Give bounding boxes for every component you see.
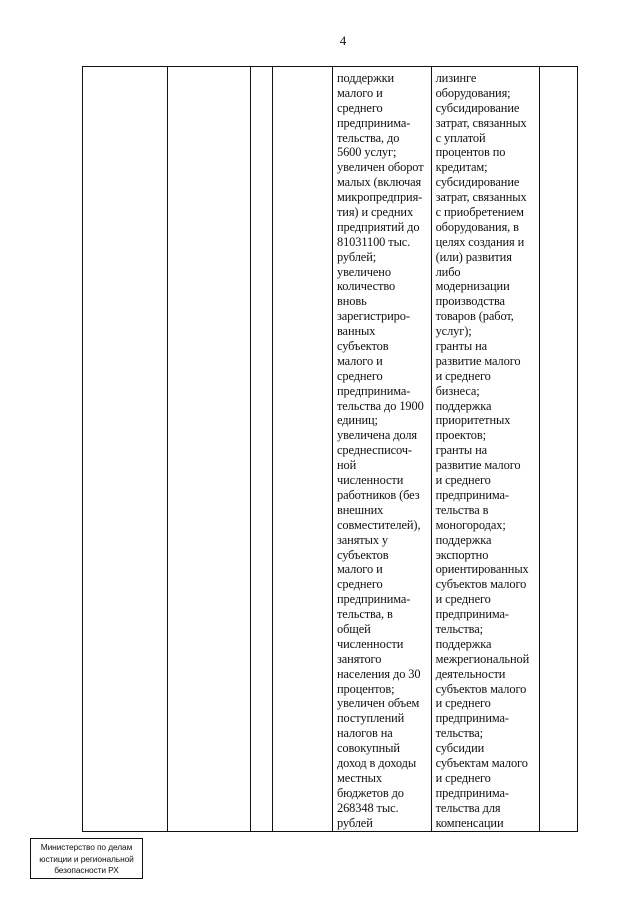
table-cell-3 bbox=[251, 67, 273, 831]
text-line: предпринима- bbox=[336, 592, 411, 607]
table-cell-4 bbox=[273, 67, 333, 831]
text-line: увеличено bbox=[336, 264, 391, 279]
text-line: предпринима- bbox=[336, 383, 411, 398]
text-line: тельства для bbox=[435, 800, 501, 815]
text-line: и среднего bbox=[435, 473, 491, 488]
text-line: населения до 30 bbox=[336, 666, 421, 681]
text-line: и среднего bbox=[435, 770, 491, 785]
text-line: увеличен объем bbox=[336, 696, 420, 711]
text-line: модернизации bbox=[435, 279, 510, 294]
text-line: субъектов bbox=[336, 339, 389, 354]
text-line: услуг); bbox=[435, 324, 472, 339]
text-line: общей bbox=[336, 621, 371, 636]
text-line: гранты на bbox=[435, 339, 488, 354]
table-cell-7 bbox=[540, 67, 577, 831]
document-table bbox=[82, 66, 578, 832]
text-line: тельства до 1900 bbox=[336, 398, 424, 413]
text-line: тия) и средних bbox=[336, 205, 414, 220]
stamp-text-line: Министерство по делам bbox=[40, 842, 133, 852]
text-line: малых (включая bbox=[336, 175, 422, 190]
text-line: предпринима- bbox=[435, 711, 509, 726]
text-line: тельства, в bbox=[336, 607, 393, 622]
text-line: налогов на bbox=[336, 726, 393, 741]
text-line: кредитам; bbox=[435, 160, 488, 175]
text-line: бюджетов до bbox=[336, 785, 404, 800]
text-line: межрегиональной bbox=[435, 651, 530, 666]
text-line: предпринима- bbox=[435, 785, 509, 800]
table-cell-1 bbox=[83, 67, 168, 831]
text-line: целях создания и bbox=[435, 234, 525, 249]
text-line: рублей; bbox=[336, 249, 377, 264]
text-line: приоритетных bbox=[435, 413, 511, 428]
text-line: среднесписоч- bbox=[336, 443, 412, 458]
text-line: внешних bbox=[336, 502, 384, 517]
text-line: занятых у bbox=[336, 532, 389, 547]
text-line: 5600 услуг; bbox=[336, 145, 397, 160]
text-line: субсидирование bbox=[435, 175, 520, 190]
text-line: работников (без bbox=[336, 487, 420, 502]
table-cell-6 bbox=[432, 67, 541, 831]
text-line: и среднего bbox=[435, 368, 491, 383]
text-line: поддержка bbox=[435, 398, 492, 413]
text-line: развитие малого bbox=[435, 353, 521, 368]
text-line: тельства, до bbox=[336, 130, 400, 145]
text-line: либо bbox=[435, 264, 461, 279]
page-number: 4 bbox=[339, 33, 347, 48]
text-line: развитие малого bbox=[435, 458, 521, 473]
text-line: оборудования, в bbox=[435, 219, 519, 234]
text-line: 268348 тыс. bbox=[336, 800, 399, 815]
text-line: затрат, связанных bbox=[435, 115, 527, 130]
text-line: экспортно bbox=[435, 547, 489, 562]
text-line: ной bbox=[336, 458, 357, 473]
text-line: тельства в bbox=[435, 502, 489, 517]
text-line: бизнеса; bbox=[435, 383, 480, 398]
text-line: товаров (работ, bbox=[435, 309, 514, 324]
text-line: количество bbox=[336, 279, 396, 294]
text-line: субъектов bbox=[336, 547, 389, 562]
text-line: тельства; bbox=[435, 726, 483, 741]
text-line: увеличен оборот bbox=[336, 160, 424, 175]
text-line: малого и bbox=[336, 85, 383, 100]
text-line: и среднего bbox=[435, 696, 491, 711]
text-line: с приобретением bbox=[435, 205, 524, 220]
text-line: единиц; bbox=[336, 413, 378, 428]
text-line: субсидирование bbox=[435, 100, 520, 115]
text-line: (или) развития bbox=[435, 249, 512, 264]
registration-stamp bbox=[30, 838, 143, 879]
text-line: ванных bbox=[336, 324, 376, 339]
text-line: и среднего bbox=[435, 592, 491, 607]
text-line: занятого bbox=[336, 651, 382, 666]
text-line: производства bbox=[435, 294, 505, 309]
text-line: малого и bbox=[336, 353, 383, 368]
table-cell-5 bbox=[333, 67, 432, 831]
text-line: вновь bbox=[336, 294, 367, 309]
text-line: численности bbox=[336, 473, 404, 488]
stamp-text-line: юстиции и региональной bbox=[39, 853, 134, 864]
text-line: процентов по bbox=[435, 145, 506, 160]
text-line: совместителей), bbox=[336, 517, 421, 532]
text-line: поддержки bbox=[336, 71, 395, 85]
text-line: численности bbox=[336, 636, 404, 651]
text-line: предприятий до bbox=[336, 219, 420, 234]
text-line: проектов; bbox=[435, 428, 486, 443]
stamp-text-line: безопасности РХ bbox=[54, 865, 119, 875]
text-line: моногородах; bbox=[435, 517, 506, 532]
text-line: рублей bbox=[336, 815, 373, 830]
text-line: лизинге bbox=[435, 71, 477, 85]
text-line: субсидии bbox=[435, 741, 485, 756]
text-line: микропредприя- bbox=[336, 190, 423, 205]
text-line: увеличена доля bbox=[336, 428, 418, 443]
text-line: ориентированных bbox=[435, 562, 529, 577]
text-line: среднего bbox=[336, 368, 383, 383]
text-line: поддержка bbox=[435, 532, 492, 547]
text-line: доход в доходы bbox=[336, 755, 417, 770]
text-line: поддержка bbox=[435, 636, 492, 651]
text-line: субъектам малого bbox=[435, 755, 528, 770]
text-line: с уплатой bbox=[435, 130, 486, 145]
text-line: субъектов малого bbox=[435, 681, 527, 696]
text-line: оборудования; bbox=[435, 85, 511, 100]
text-line: предпринима- bbox=[336, 115, 411, 130]
text-line: гранты на bbox=[435, 443, 488, 458]
text-line: процентов; bbox=[336, 681, 395, 696]
text-line: местных bbox=[336, 770, 382, 785]
text-line: поступлений bbox=[336, 711, 405, 726]
text-line: предпринима- bbox=[435, 607, 509, 622]
text-line: зарегистриро- bbox=[336, 309, 410, 324]
text-line: среднего bbox=[336, 100, 383, 115]
text-line: субъектов малого bbox=[435, 577, 527, 592]
table-cell-2 bbox=[168, 67, 252, 831]
text-line: 81031100 тыс. bbox=[336, 234, 411, 249]
text-line: малого и bbox=[336, 562, 383, 577]
text-line: деятельности bbox=[435, 666, 506, 681]
text-line: компенсации bbox=[435, 815, 504, 830]
text-line: совокупный bbox=[336, 741, 400, 756]
text-line: предпринима- bbox=[435, 487, 509, 502]
text-line: затрат, связанных bbox=[435, 190, 527, 205]
text-line: тельства; bbox=[435, 621, 483, 636]
text-line: среднего bbox=[336, 577, 383, 592]
